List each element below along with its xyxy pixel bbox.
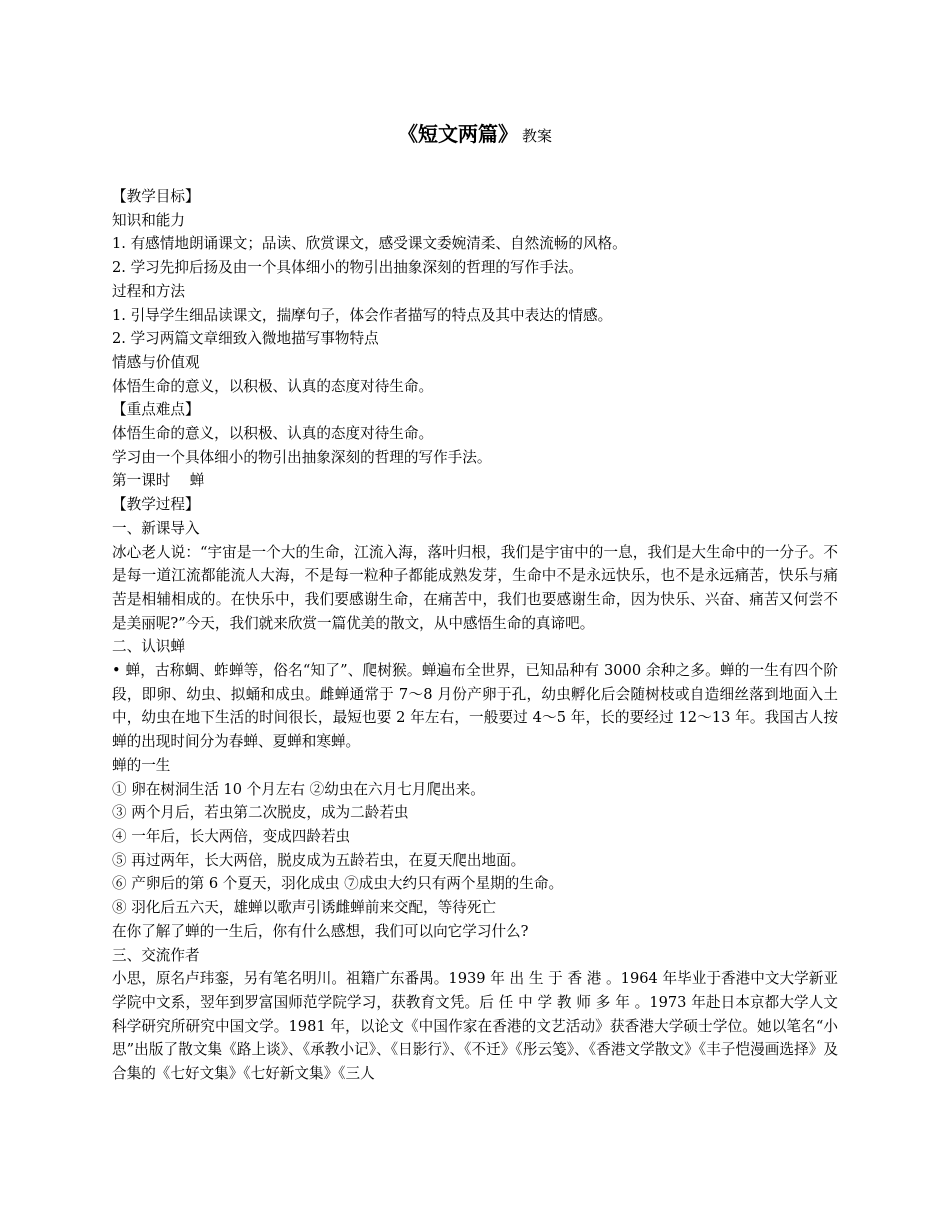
process-heading: 过程和方法 (112, 282, 185, 300)
lifecycle-item-3: ④ 一年后，长大两倍，变成四龄若虫 (112, 827, 351, 845)
knowledge-heading: 知识和能力 (112, 211, 185, 229)
knowledge-item-2: 2. 学习先抑后扬及由一个具体细小的物引出抽象深刻的哲理的写作手法。 (112, 259, 583, 277)
title-sub: 教案 (521, 127, 552, 145)
process-item-1: 1. 引导学生细品读课文，揣摩句子，体会作者描写的特点及其中表达的情感。 (112, 306, 613, 324)
lifecycle-item-1: ① 卵在树洞生活 10 个月左右 ②幼虫在六月七月爬出来。 (112, 780, 485, 798)
document-title (0, 118, 950, 147)
values-item-1: 体悟生命的意义，以积极、认真的态度对待生命。 (112, 377, 434, 395)
knowledge-item-1: 1. 有感情地朗诵课文；品读、欣赏课文，感受课文委婉清柔、自然流畅的风格。 (112, 235, 627, 253)
title-main: 《短文两篇》 (397, 122, 518, 146)
section-2-heading: 二、认识蝉 (112, 638, 185, 656)
procedure-heading: 【教学过程】 (112, 496, 200, 514)
lifecycle-item-4: ⑤ 再过两年，长大两倍，脱皮成为五龄若虫，在夏天爬出地面。 (112, 851, 526, 869)
keypoints-item-2: 学习由一个具体细小的物引出抽象深刻的哲理的写作手法。 (112, 448, 492, 466)
author-paragraph: 小思，原名卢玮銮，另有笔名明川。祖籍广东番禺。1939 年 出 生 于 香 港 。1964 年毕业于香港中文大学新亚学院中文系，翌年到罗富国师范学院学习，获教育文凭。后 任 中 学 教 师 多 年 。1973 年赴日本京都大学人文科学研究所研究中国文学。1981 年，以论文《中国作家在香港的文艺活动》获香港大学硕士学位。她以笔名“小思”出版了散文集《路上谈》、《承教小记》、《日影行》、《不迁》《彤云笺》、《香港文学散文》《丰子恺漫画选择》及合集的《七好文集》《七好新文集》《三人 (112, 970, 838, 1083)
keypoints-item-1: 体悟生命的意义，以积极、认真的态度对待生命。 (112, 425, 434, 443)
lifecycle-item-5: ⑥ 产卵后的第 6 个夏天，羽化成虫 ⑦成虫大约只有两个星期的生命。 (112, 875, 564, 893)
lesson-heading: 第一课时 蝉 (112, 472, 205, 490)
lifecycle-item-6: ⑧ 羽化后五六天，雄蝉以歌声引诱雌蝉前来交配，等待死亡 (112, 899, 497, 917)
objectives-heading: 【教学目标】 (112, 188, 200, 205)
document-body (112, 185, 838, 1086)
keypoints-heading: 【重点难点】 (112, 401, 200, 419)
values-heading: 情感与价值观 (112, 353, 200, 371)
lifecycle-heading: 蝉的一生 (112, 756, 171, 774)
cicada-paragraph: • 蝉，古称蜩、蚱蝉等，俗名“知了”、爬树猴。蝉遍布全世界，已知品种有 3000 余种之多。蝉的一生有四个阶段，即卵、幼虫、拟蛹和成虫。雌蝉通常于 7～8 月份产卵于孔，幼虫孵化后会随树枝或自造细丝落到地面入土中，幼虫在地下生活的时间很长，最短也要 2 年左右，一般要过 4～5 年，长的要经过 12～13 年。我国古人按蝉的出现时间分为春蝉、夏蝉和寒蝉。 (112, 662, 838, 751)
intro-paragraph: 冰心老人说：“宇宙是一个大的生命，江流入海，落叶归根，我们是宇宙中的一息，我们是大生命中的一分子。不是每一道江流都能流人大海，不是每一粒种子都能成熟发芽，生命中不是永远快乐，也不是永远痛苦，快乐与痛苦是相辅相成的。在快乐中，我们要感谢生命，在痛苦中，我们也要感谢生命，因为快乐、兴奋、痛苦又何尝不是美丽呢?”今天，我们就来欣赏一篇优美的散文，从中感悟生命的真谛吧。 (112, 543, 838, 632)
process-item-2: 2. 学习两篇文章细致入微地描写事物特点 (112, 330, 379, 348)
lifecycle-item-2: ③ 两个月后，若虫第二次脱皮，成为二龄若虫 (112, 804, 409, 822)
section-1-heading: 一、新课导入 (112, 519, 200, 537)
section-3-heading: 三、交流作者 (112, 946, 200, 964)
reflection-question: 在你了解了蝉的一生后，你有什么感想，我们可以向它学习什么? (112, 922, 529, 940)
